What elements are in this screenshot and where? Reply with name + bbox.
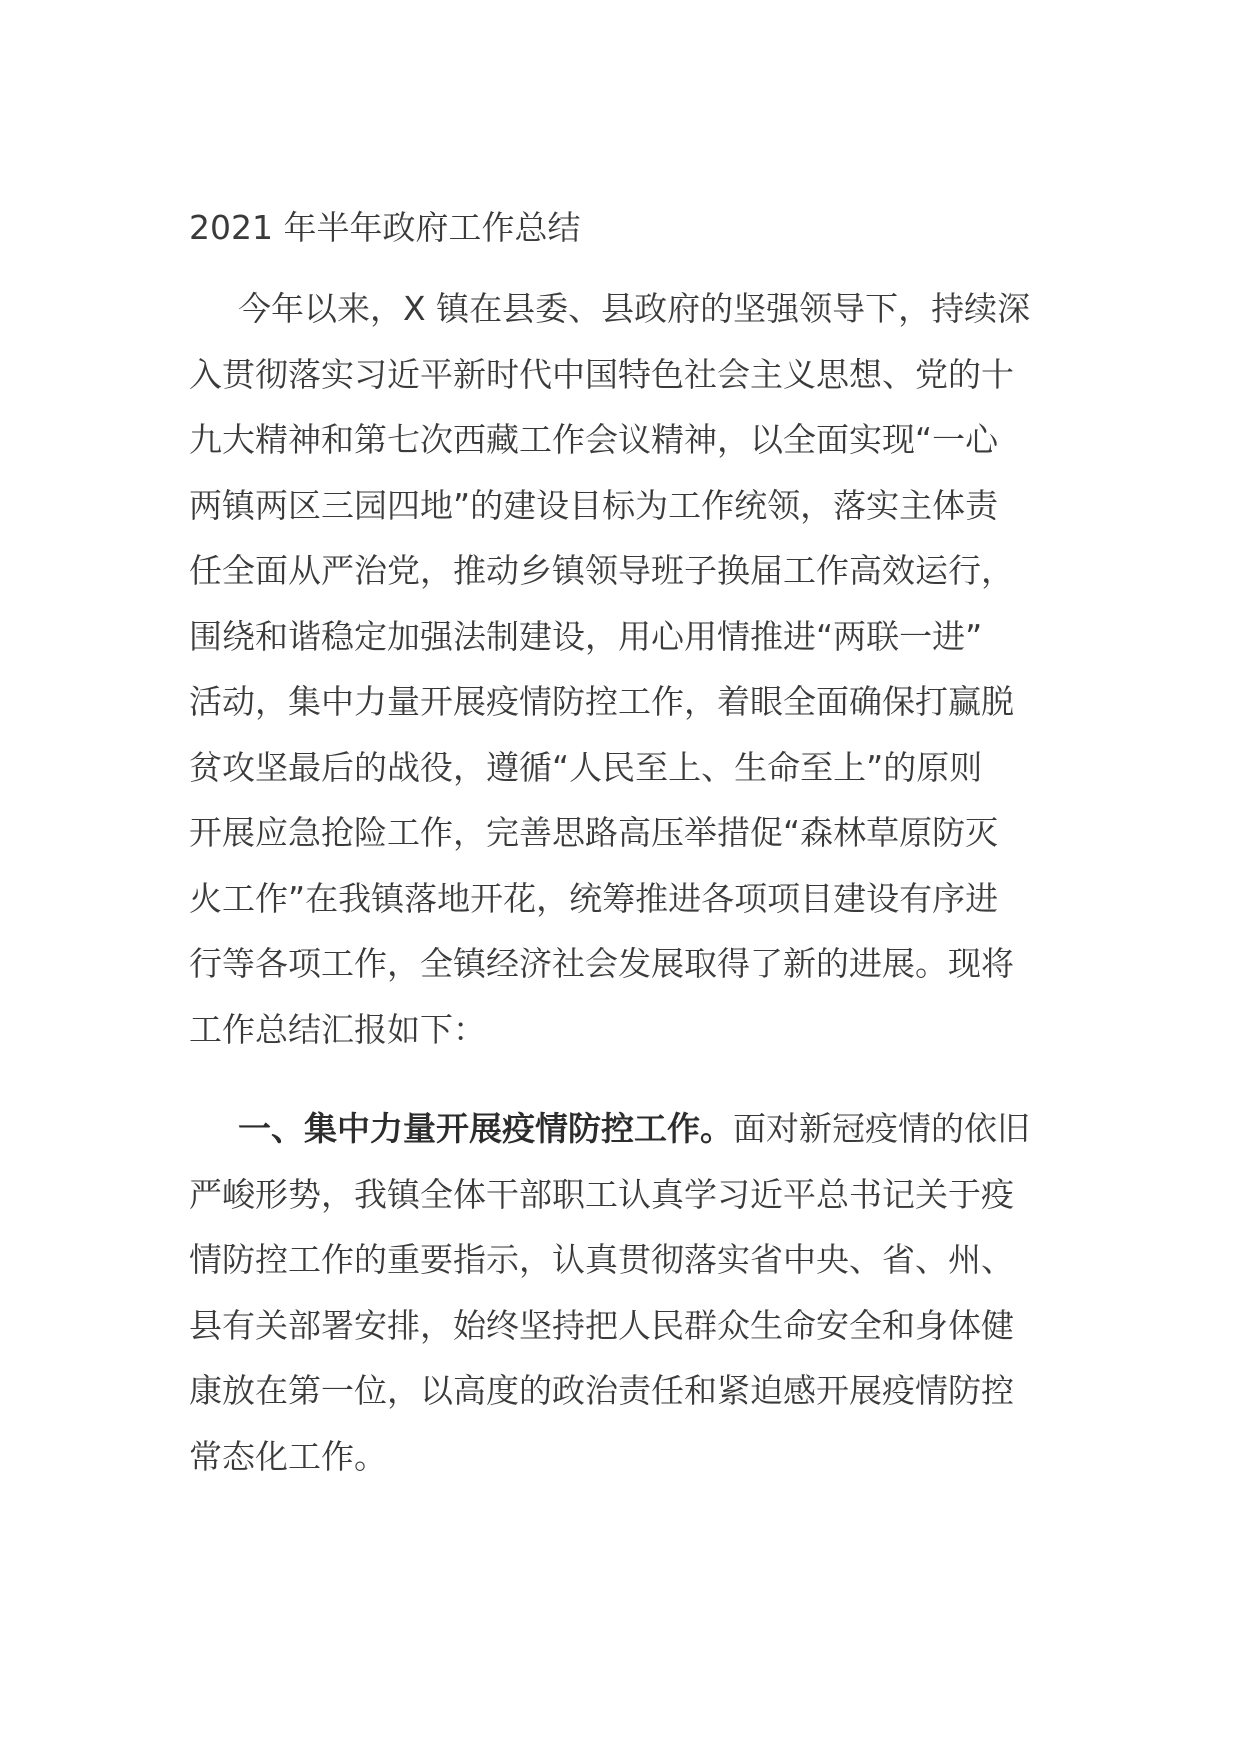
paragraph-line: 严峻形势，我镇全体干部职工认真学习近平总书记关于疫 [189, 1174, 1014, 1214]
paragraph-line: 任全面从严治党，推动乡镇领导班子换届工作高效运行， [189, 551, 1014, 590]
paragraph-line: 九大精神和第七次西藏工作会议精神，以全面实现“一心 [189, 420, 999, 459]
section-heading: 一、集中力量开展疫情防控工作。 [238, 1109, 733, 1148]
document-title: 2021 年半年政府工作总结 [189, 208, 581, 247]
paragraph-line: 常态化工作。 [189, 1436, 387, 1476]
paragraph-line-text: 面对新冠疫情的依旧 [733, 1109, 1030, 1148]
paragraph-line: 活动，集中力量开展疫情防控工作，着眼全面确保打赢脱 [189, 682, 1014, 721]
paragraph-line: 开展应急抢险工作，完善思路高压举措促“森林草原防灭 [189, 813, 999, 852]
paragraph-line: 两镇两区三园四地”的建设目标为工作统领，落实主体责 [189, 485, 999, 525]
intro-paragraph [189, 276, 1054, 1062]
paragraph-line: 县有关部署安排，始终坚持把人民群众生命安全和身体健 [189, 1305, 1014, 1345]
paragraph-line: 行等各项工作，全镇经济社会发展取得了新的进展。现将 [189, 944, 1014, 983]
paragraph-line: 康放在第一位，以高度的政治责任和紧迫感开展疫情防控 [189, 1371, 1014, 1410]
paragraph-line: 情防控工作的重要指示，认真贯彻落实省中央、省、州、 [189, 1240, 1014, 1279]
section-one-paragraph [189, 1096, 1054, 1489]
paragraph-line: 今年以来，X 镇在县委、县政府的坚强领导下，持续深 [238, 289, 1031, 328]
paragraph-line: 围绕和谐稳定加强法制建设，用心用情推进“两联一进” [189, 616, 983, 656]
paragraph-line [189, 1096, 1054, 1162]
paragraph-line: 火工作”在我镇落地开花，统筹推进各项项目建设有序进 [189, 878, 999, 918]
paragraph-line: 贫攻坚最后的战役，遵循“人民至上、生命至上”的原则 [189, 747, 983, 787]
paragraph-line: 工作总结汇报如下： [189, 1009, 486, 1049]
paragraph-line: 入贯彻落实习近平新时代中国特色社会主义思想、党的十 [189, 354, 1014, 394]
